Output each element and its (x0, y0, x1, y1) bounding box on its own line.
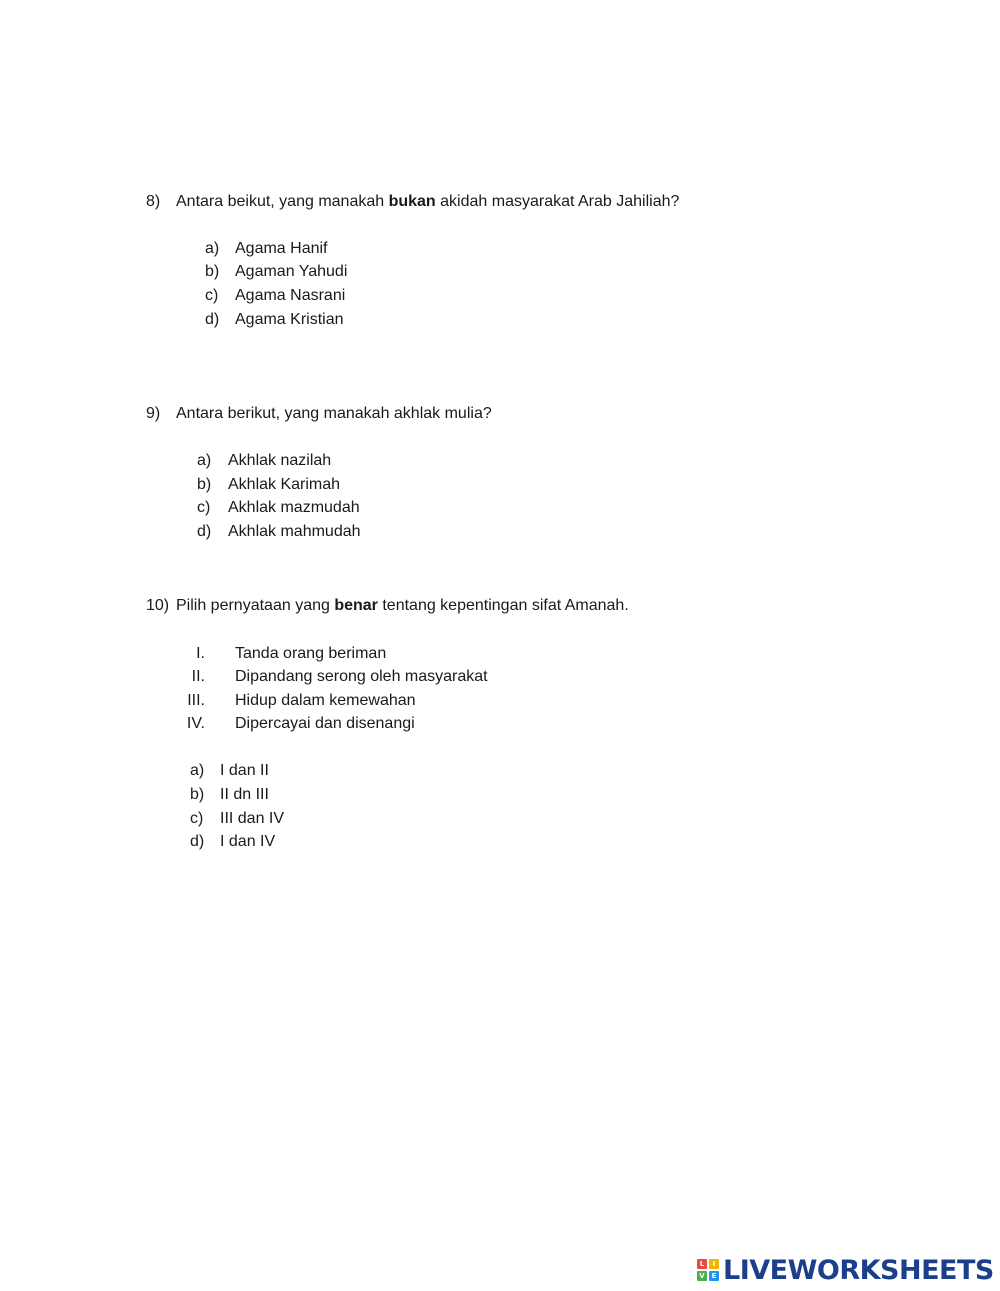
question-text: Antara berikut, yang manakah akhlak mulia? (176, 405, 492, 422)
statement-text: Tanda orang beriman (235, 645, 387, 662)
option-label: b) (190, 786, 205, 803)
option-label: d) (197, 523, 212, 540)
statement-text: Dipercayai dan disenangi (235, 715, 415, 732)
statement-text: Dipandang serong oleh masyarakat (235, 668, 488, 685)
option-text[interactable]: II dn III (220, 786, 269, 803)
option-label: c) (197, 499, 211, 516)
option-label: c) (205, 287, 219, 304)
question-number: 8) (146, 193, 161, 210)
option-label: b) (205, 263, 220, 280)
logo-block-e: E (709, 1271, 719, 1281)
logo-block-l: L (697, 1259, 707, 1269)
option-text[interactable]: Agaman Yahudi (235, 263, 348, 280)
statement-label: III. (187, 692, 205, 709)
option-text[interactable]: Akhlak Karimah (228, 476, 341, 493)
option-text[interactable]: Akhlak nazilah (228, 452, 332, 469)
option-text[interactable]: Agama Kristian (235, 311, 344, 328)
option-text[interactable]: Akhlak mazmudah (228, 499, 360, 516)
option-text[interactable]: Agama Hanif (235, 240, 328, 257)
option-label: b) (197, 476, 212, 493)
question-text: Antara beikut, yang manakah bukan akidah masyarakat Arab Jahiliah? (176, 193, 680, 210)
option-label: c) (190, 810, 204, 827)
statement-label: IV. (186, 715, 205, 732)
question-number: 10) (146, 597, 170, 614)
question-text: Pilih pernyataan yang benar tentang kepentingan sifat Amanah. (176, 597, 629, 614)
option-text[interactable]: III dan IV (220, 810, 285, 827)
logo-text: LIVEWORKSHEETS (723, 1254, 994, 1286)
option-text[interactable]: I dan II (220, 762, 269, 779)
option-label: a) (190, 762, 205, 779)
logo-block-i: I (709, 1259, 719, 1269)
liveworksheets-logo (697, 1256, 994, 1284)
option-label: d) (190, 833, 205, 850)
option-text[interactable]: I dan IV (220, 833, 276, 850)
statement-label: II. (191, 668, 205, 685)
question-number: 9) (146, 405, 161, 422)
option-label: a) (197, 452, 212, 469)
statement-label: I. (196, 645, 205, 662)
statement-text: Hidup dalam kemewahan (235, 692, 416, 709)
option-text[interactable]: Akhlak mahmudah (228, 523, 361, 540)
logo-block-v: V (697, 1271, 707, 1281)
logo-blocks-icon (697, 1259, 719, 1281)
option-label: d) (205, 311, 220, 328)
option-label: a) (205, 240, 220, 257)
option-text[interactable]: Agama Nasrani (235, 287, 346, 304)
